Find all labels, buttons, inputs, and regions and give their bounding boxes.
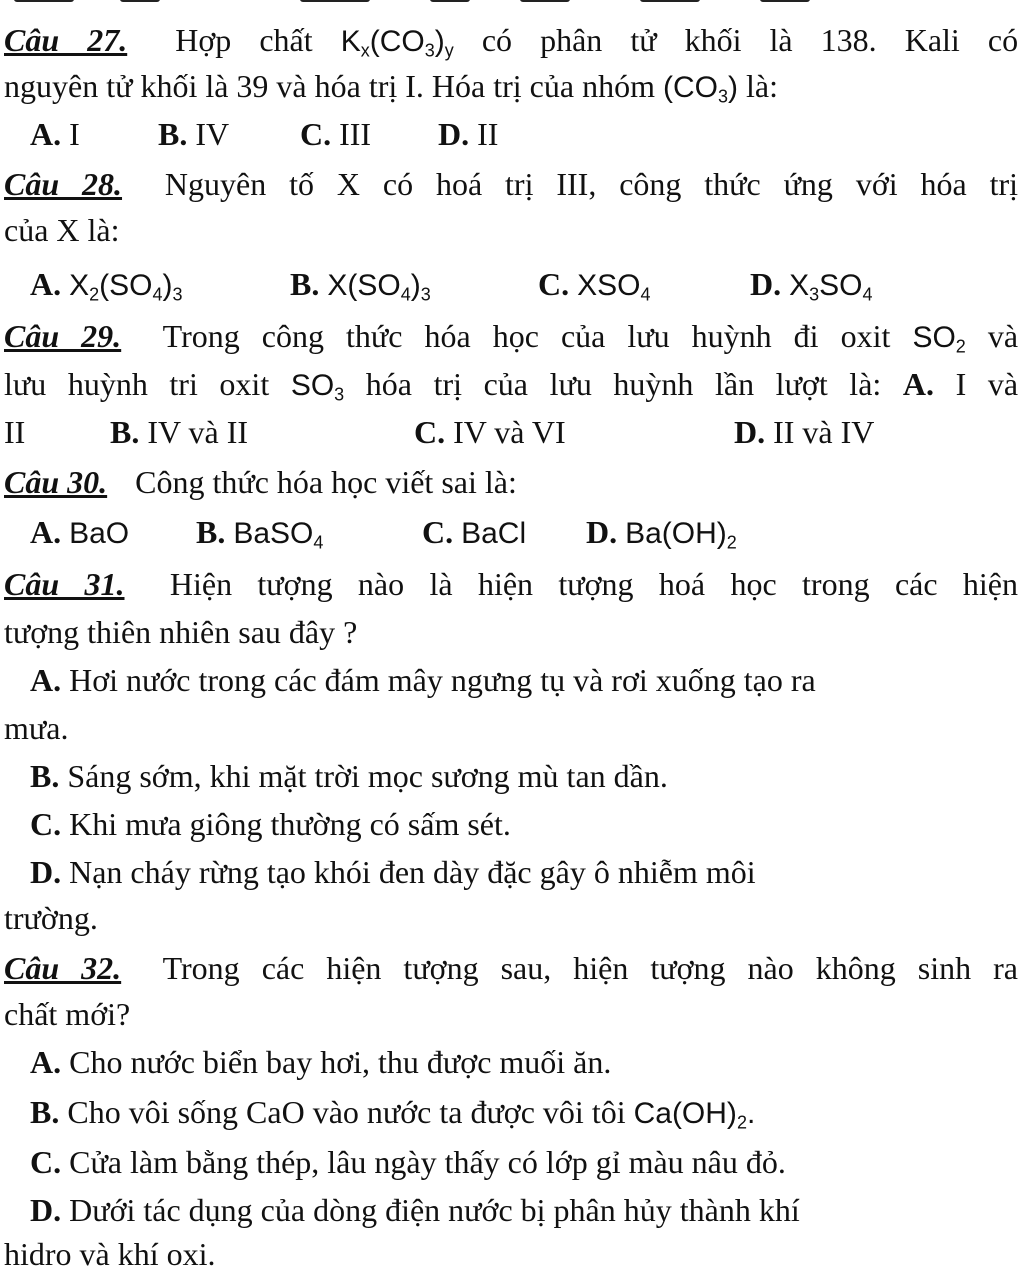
q28-stem-cont: của X là: (4, 212, 120, 248)
option-label: D. (734, 414, 766, 450)
q28-stem-line-1 (4, 164, 1018, 204)
q28-option-d[interactable] (750, 264, 873, 314)
option-label: A. (902, 366, 934, 402)
q27-stem-part-4: là: (745, 68, 778, 104)
option-label: A. (30, 514, 62, 550)
q32-stem-cont: chất mới? (4, 996, 131, 1032)
option-label: C. (422, 514, 454, 550)
q32-number: Câu 32. (4, 950, 122, 986)
q30-option-a[interactable] (30, 512, 188, 554)
q27-option-d[interactable] (438, 114, 498, 154)
q29-option-d[interactable] (734, 412, 874, 452)
q30-option-d[interactable] (586, 512, 737, 562)
option-text: Cho nước biển bay hơi, thu được muối ăn. (69, 1044, 612, 1080)
q30-option-b[interactable] (196, 512, 414, 562)
q31-option-a[interactable] (4, 660, 1018, 700)
q32-option-d[interactable] (4, 1190, 1018, 1230)
q30-options (30, 512, 1018, 552)
option-label: A. (30, 116, 62, 152)
option-text: BaO (69, 517, 130, 550)
q30-stem: Công thức hóa học viết sai là: (135, 464, 517, 500)
q29-stem-line-2 (4, 364, 1018, 404)
option-label: B. (110, 414, 140, 450)
option-text: II và IV (773, 414, 875, 450)
q28-option-c[interactable] (538, 264, 742, 314)
formula-baoh2: $Ba(OH)_2$ (625, 517, 737, 553)
option-label: D. (750, 266, 782, 302)
option-text: IV và II (147, 414, 249, 450)
formula-x2so43: $X_2(SO_4)_3$ (69, 269, 183, 305)
q29-number: Câu 29. (4, 318, 122, 354)
option-text: III (339, 116, 372, 152)
q29-stem-part-3: hóa trị của lưu huỳnh lần lượt là: (365, 366, 882, 402)
q31-option-d[interactable] (4, 852, 1018, 892)
q31-stem-cont: tượng thiên nhiên sau đây ? (4, 614, 358, 650)
option-label: A. (30, 662, 62, 698)
q29-option-a[interactable] (903, 366, 1018, 402)
option-label: D. (438, 116, 470, 152)
q29-formula-so3: $SO_3$ (290, 369, 345, 405)
q29-option-b[interactable] (110, 412, 406, 452)
q27-stem-part-2: có phân tử khối là 138. Kali có (481, 22, 1019, 58)
option-text: hidro và khí oxi. (4, 1236, 216, 1272)
option-text: I và (955, 366, 1019, 402)
option-text: II (477, 116, 499, 152)
q31-option-c[interactable] (4, 804, 1018, 844)
q28-stem: Nguyên tố X có hoá trị III, công thức ứng với hóa trị (164, 166, 1019, 202)
q28-option-a[interactable] (30, 264, 282, 314)
option-text: I (69, 116, 80, 152)
option-text: Cho vôi sống CaO vào nước ta được vôi tôi (67, 1094, 626, 1130)
q31-number: Câu 31. (4, 566, 125, 602)
q27-option-a[interactable] (30, 114, 150, 154)
q32-option-c[interactable] (4, 1142, 1018, 1182)
formula-x3so4: $X_3SO_4$ (789, 269, 873, 305)
q31-stem: Hiện tượng nào là hiện tượng hoá học trong các hiện (169, 566, 1019, 602)
q27-options (30, 114, 1018, 154)
option-text: Khi mưa giông thường có sấm sét. (69, 806, 511, 842)
q27-formula-co3: $(CO_3)$ (662, 71, 738, 107)
option-label: A. (30, 266, 62, 302)
q30-number: Câu 30. (4, 464, 108, 500)
option-text: IV và VI (453, 414, 566, 450)
q31-option-d-cont (4, 898, 1018, 938)
q31-option-b[interactable] (4, 756, 1018, 796)
q30-option-c[interactable] (422, 512, 578, 554)
cropped-top-line (0, 0, 1024, 8)
q31-stem-line-2 (4, 612, 1018, 652)
q31-stem-line-1 (4, 564, 1018, 604)
formula-baso4: BaSO$_4$ (233, 517, 324, 553)
option-text: BaCl (461, 517, 527, 550)
option-label: D. (30, 854, 62, 890)
q28-number: Câu 28. (4, 166, 123, 202)
option-label: A. (30, 1044, 62, 1080)
q27-stem-line-1 (4, 20, 1018, 60)
q32-stem-line-2 (4, 994, 1018, 1034)
q30-stem-line (4, 462, 1018, 502)
q27-option-b[interactable] (158, 114, 292, 154)
q29-option-a-cont (4, 412, 102, 452)
formula-xso43: $X(SO_4)_3$ (327, 269, 431, 305)
option-label: C. (30, 806, 62, 842)
q27-formula-kxco3y: $K_x(CO_3)_y$ (340, 25, 454, 61)
q29-stem-line-1 (4, 316, 1018, 356)
q32-option-b[interactable] (4, 1092, 1018, 1132)
q27-number: Câu 27. (4, 22, 128, 58)
option-text: mưa. (4, 710, 69, 746)
option-text: Dưới tác dụng của dòng điện nước bị phân hủy thành khí (69, 1192, 800, 1228)
option-text: trường. (4, 900, 98, 936)
option-label: B. (290, 266, 320, 302)
q29-option-c[interactable] (414, 412, 726, 452)
option-label: B. (30, 1094, 60, 1130)
option-label: B. (196, 514, 226, 550)
option-text: Hơi nước trong các đám mây ngưng tụ và rơi xuống tạo ra (69, 662, 816, 698)
option-text: Sáng sớm, khi mặt trời mọc sương mù tan dần. (67, 758, 668, 794)
option-label: D. (30, 1192, 62, 1228)
option-label: C. (414, 414, 446, 450)
option-label: C. (538, 266, 570, 302)
q27-stem-line-2 (4, 66, 1018, 106)
option-text: Cửa làm bằng thép, lâu ngày thấy có lớp gỉ màu nâu đỏ. (69, 1144, 786, 1180)
option-text: II (4, 414, 26, 450)
formula-caoh2: $Ca(OH)_2$. (633, 1097, 756, 1133)
q31-option-a-cont (4, 708, 1018, 748)
q28-option-b[interactable] (290, 264, 530, 314)
q32-option-a[interactable] (4, 1042, 1018, 1082)
q29-stem-end: và (987, 318, 1019, 354)
option-label: C. (300, 116, 332, 152)
option-label: B. (30, 758, 60, 794)
q29-stem-part-2: lưu huỳnh tri oxit (4, 366, 270, 402)
q28-stem-line-2 (4, 210, 1018, 250)
q32-option-d-cont (4, 1234, 1018, 1274)
q32-stem-line-1 (4, 948, 1018, 988)
option-text: Nạn cháy rừng tạo khói đen dày đặc gây ô nhiễm môi (69, 854, 756, 890)
option-text: IV (195, 116, 230, 152)
option-label: D. (586, 514, 618, 550)
formula-xso4: $XSO_4$ (577, 269, 651, 305)
q27-stem-part-3: nguyên tử khối là 39 và hóa trị I. Hóa trị của nhóm (4, 68, 655, 104)
q28-options (30, 264, 1018, 304)
q32-stem: Trong các hiện tượng sau, hiện tượng nào không sinh ra (162, 950, 1018, 986)
q27-stem-part-1: Hợp chất (175, 22, 313, 58)
option-label: B. (158, 116, 188, 152)
q29-options (4, 412, 1018, 452)
q27-option-c[interactable] (300, 114, 430, 154)
option-label: C. (30, 1144, 62, 1180)
q29-stem: Trong công thức hóa học của lưu huỳnh đi oxit (162, 318, 891, 354)
q29-formula-so2: $SO_2$ (912, 321, 966, 357)
